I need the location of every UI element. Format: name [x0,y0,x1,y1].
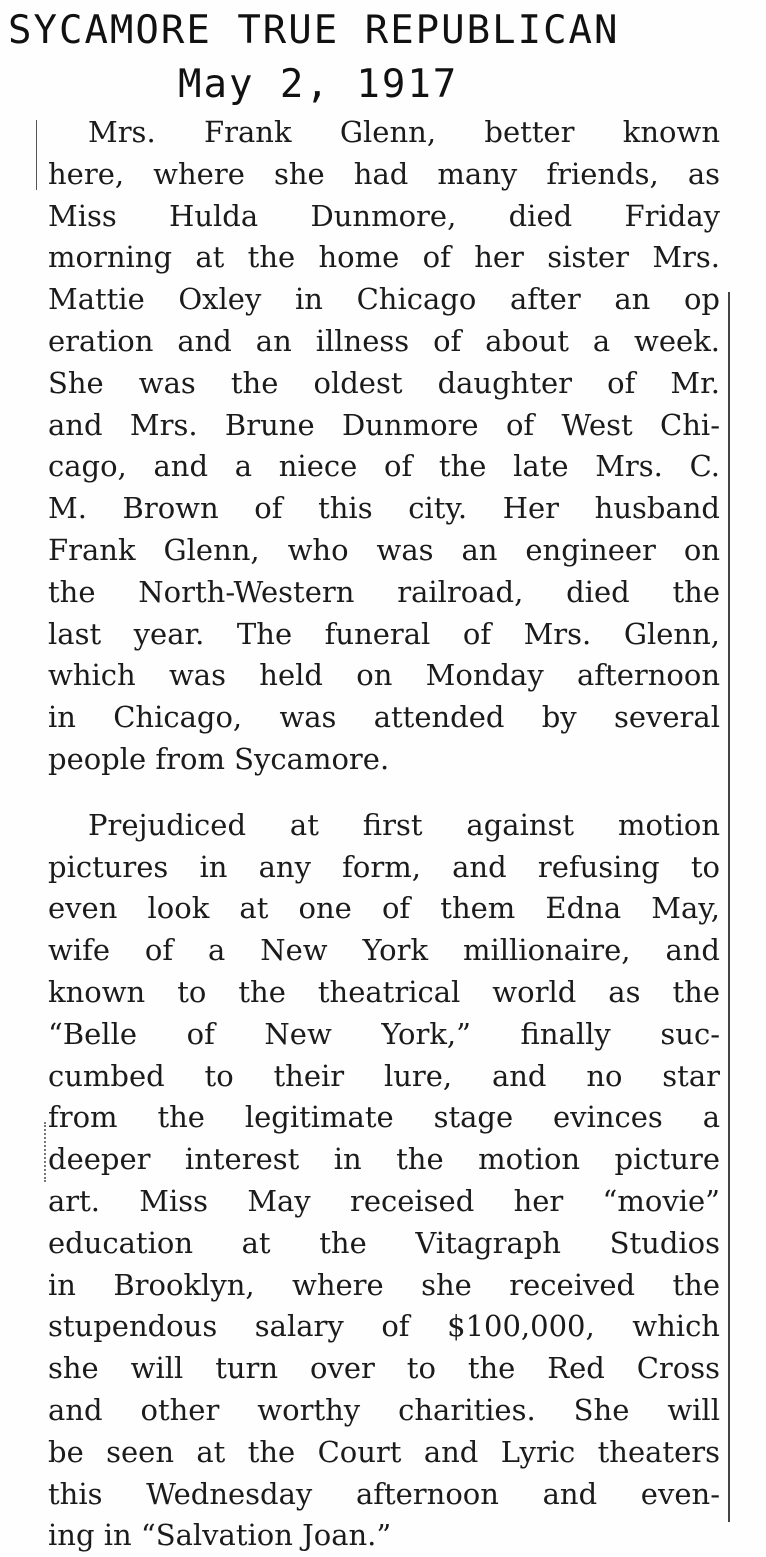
article-line: Mrs. Frank Glenn, better known [88,115,720,149]
article-line: in Chicago, was attended by several [48,700,720,735]
article-line: here, where she had many friends, as [48,156,720,191]
article-line: last year. The funeral of Mrs. Glenn, [48,616,720,651]
article-line: the North-Western railroad, died the [48,574,720,609]
article-line: M. Brown of this city. Her husband [48,491,720,526]
article-line: Prejudiced at first against motion [88,807,720,842]
article-line: and Mrs. Brune Dunmore of West Chi- [48,407,720,442]
article-line: known to the theatrical world as the [48,974,720,1009]
article-line: Miss Hulda Dunmore, died Friday [48,198,720,233]
article-line: and other worthy charities. She will [48,1392,720,1427]
article-line: cumbed to their lure, and no star [48,1058,720,1093]
article-line: even look at one of them Edna May, [48,891,720,926]
article-line: this Wednesday afternoon and even- [48,1476,720,1511]
publication-date: May 2, 1917 [178,62,459,107]
article-line: pictures in any form, and refusing to [48,849,720,884]
article-line: from the legitimate stage evinces a [48,1100,720,1135]
article-line: She was the oldest daughter of Mr. [48,365,720,400]
article-line: in Brooklyn, where she received the [48,1267,720,1302]
article-paragraph-obituary [48,112,720,781]
article-line: eration and an illness of about a week. [48,323,720,358]
article-line: cago, and a niece of the late Mrs. C. [48,449,720,484]
article-line: ing in “Salvation Joan.” [48,1518,392,1553]
article-line: education at the Vitagraph Studios [48,1225,720,1260]
clipping-edge-left-dotted [44,1122,47,1182]
article-line: Frank Glenn, who was an engineer on [48,532,720,567]
article-line: “Belle of New York,” finally suc- [48,1016,720,1051]
column-rule-right [728,292,730,1522]
article-line: wife of a New York millionaire, and [48,933,720,968]
article-line: art. Miss May receised her “movie” [48,1183,720,1218]
article-line: stupendous salary of $100,000, which [48,1309,720,1344]
article-line: which was held on Monday afternoon [48,658,720,693]
article-line: be seen at the Court and Lyric theaters [48,1434,720,1469]
article-line: Mattie Oxley in Chicago after an op [48,282,720,317]
article-line: people from Sycamore. [48,741,390,776]
article-line: deeper interest in the motion picture [48,1142,720,1177]
article-paragraph-edna-may [48,805,720,1557]
newspaper-clipping [48,112,720,1553]
clipping-edge-left [36,120,37,190]
article-line: she will turn over to the Red Cross [48,1351,720,1386]
article-line: morning at the home of her sister Mrs. [48,240,720,275]
newspaper-name: SYCAMORE TRUE REPUBLICAN [8,8,620,53]
